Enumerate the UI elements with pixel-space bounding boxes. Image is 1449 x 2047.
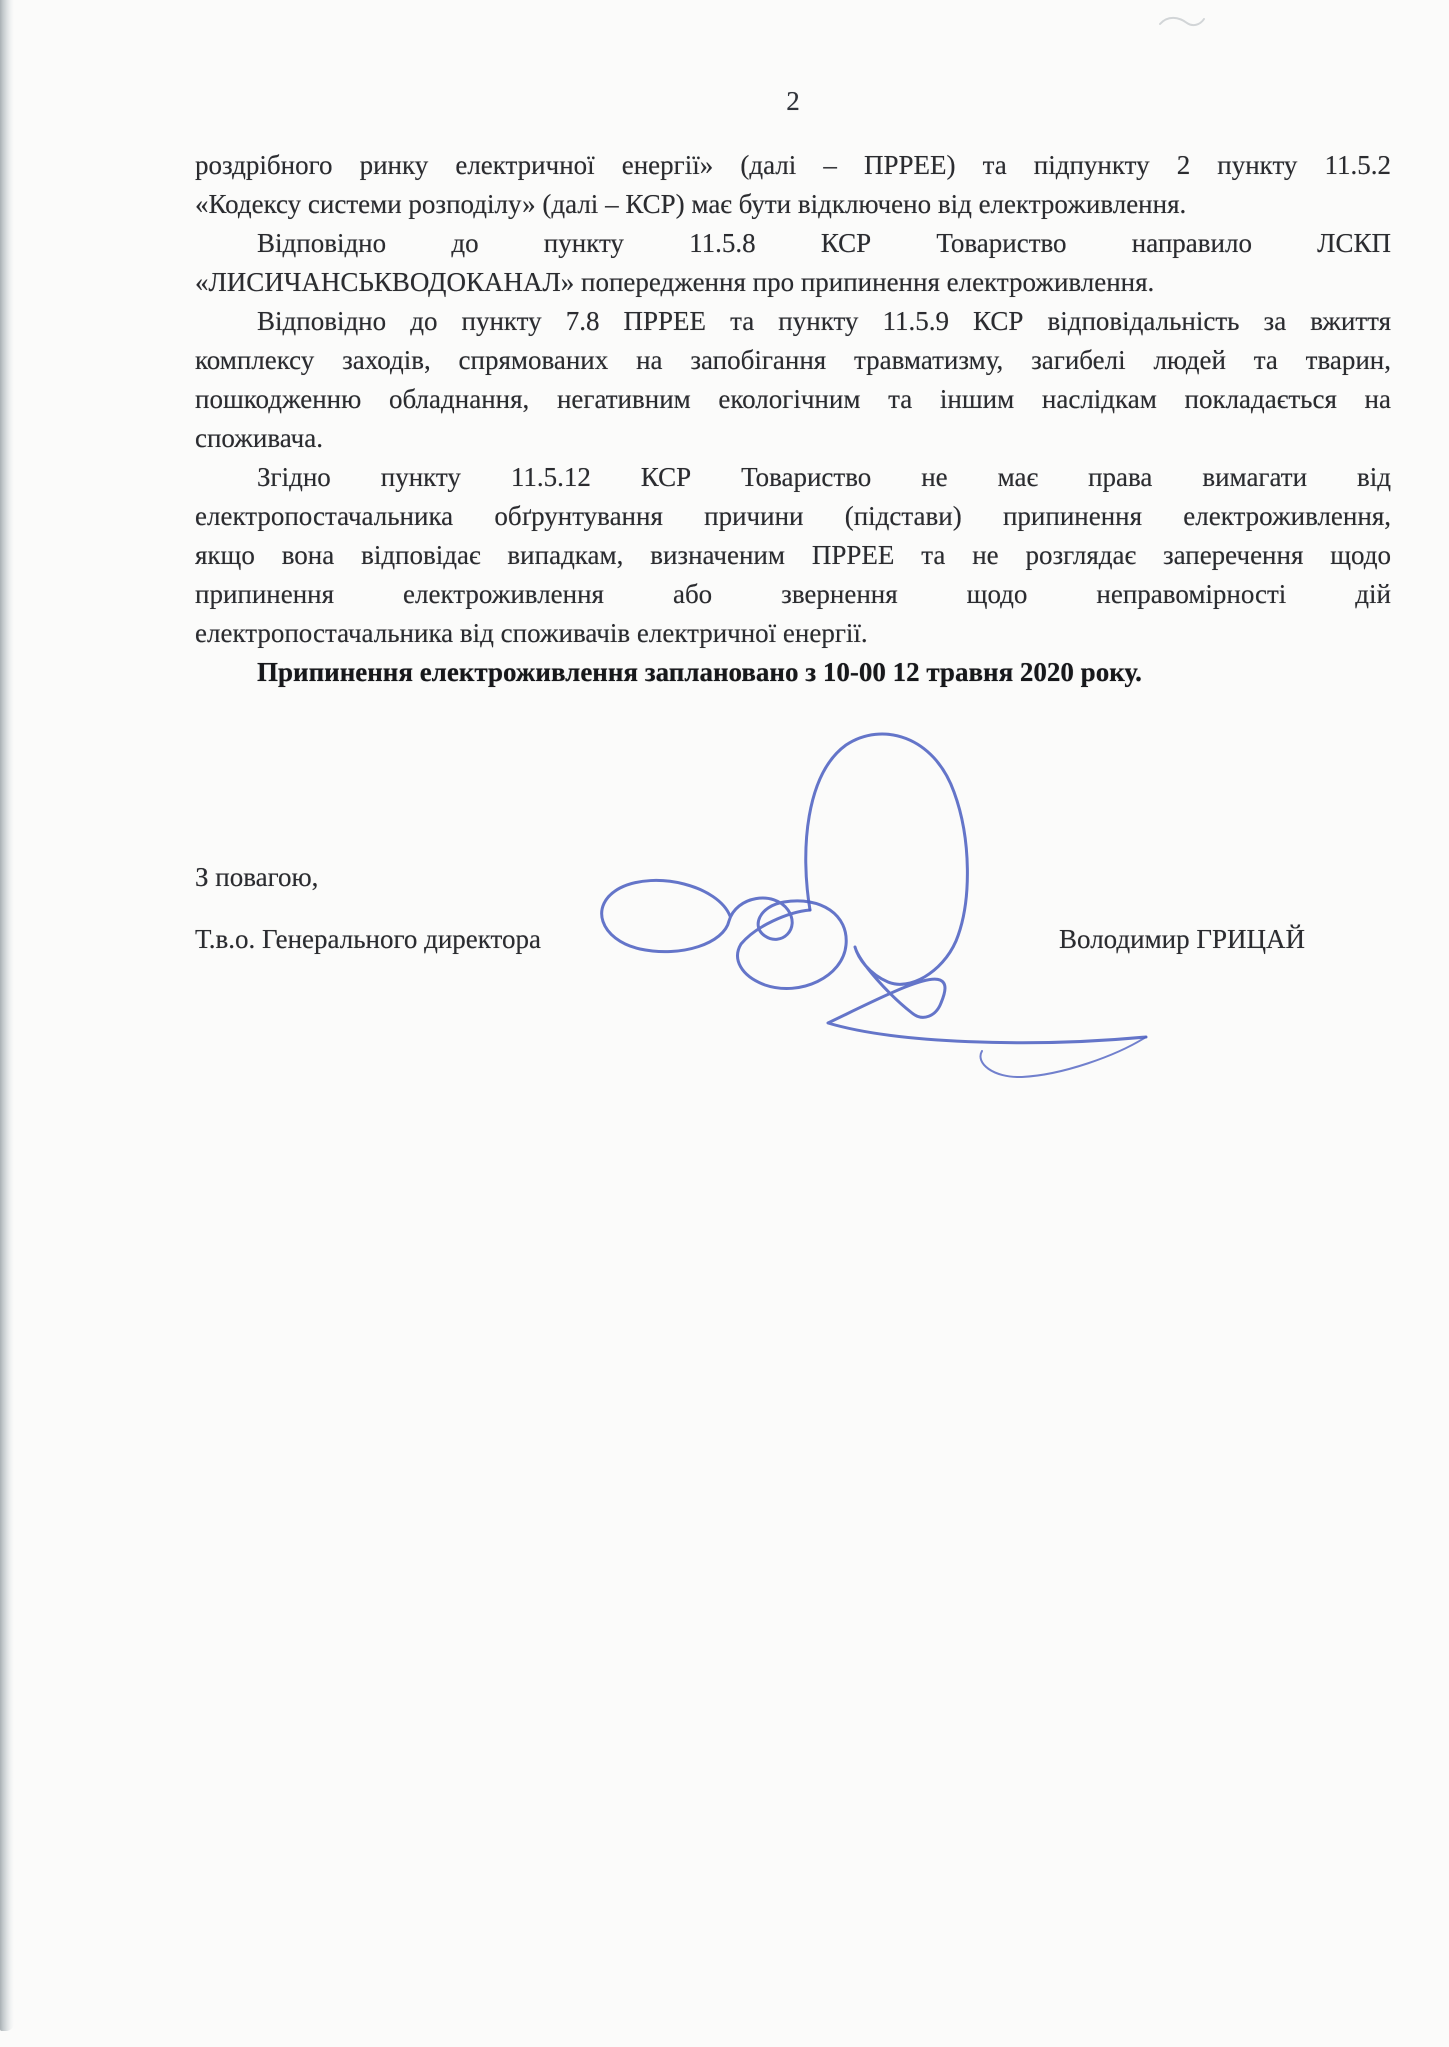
body-line: комплексу заходів, спрямованих на запобігання травматизму, загибелі людей та тварин, xyxy=(195,345,1391,375)
page-number: 2 xyxy=(786,86,800,116)
body-line: Відповідно до пункту 11.5.8 КСР Товариство направило ЛСКП xyxy=(257,228,1391,258)
signer-title: Т.в.о. Генерального директора xyxy=(195,924,541,954)
regards-line: З повагою, xyxy=(195,862,319,892)
signature-stroke xyxy=(806,734,1146,1043)
body-line: «Кодексу системи розподілу» (далі – КСР) має бути відключено від електроживлення. xyxy=(195,189,1187,219)
signer-name: Володимир ГРИЦАЙ xyxy=(1059,924,1305,954)
body-line: Відповідно до пункту 7.8 ПРРЕЕ та пункту 11.5.9 КСР відповідальність за вжиття xyxy=(257,306,1391,336)
body-line: припинення електроживлення або звернення щодо неправомірності дій xyxy=(195,579,1391,609)
body-line: «ЛИСИЧАНСЬКВОДОКАНАЛ» попередження про припинення електроживлення. xyxy=(195,267,1155,297)
scan-smudge-mark xyxy=(1156,8,1208,34)
scan-edge-shadow xyxy=(0,0,14,2031)
handwritten-signature-ink xyxy=(560,700,1220,1140)
body-line: електропостачальника від споживачів електричної енергії. xyxy=(195,618,868,648)
body-line: якщо вона відповідає випадкам, визначеним ПРРЕЕ та не розглядає заперечення щодо xyxy=(195,540,1391,570)
disconnection-deadline-line: Припинення електроживлення заплановано з 10-00 12 травня 2020 року. xyxy=(257,657,1142,687)
body-line: роздрібного ринку електричної енергії» (далі – ПРРЕЕ) та підпункту 2 пункту 11.5.2 xyxy=(195,150,1391,180)
body-line: споживача. xyxy=(195,423,323,453)
body-line: пошкодженню обладнання, негативним екологічним та іншим наслідкам покладається на xyxy=(195,384,1391,414)
body-line: Згідно пункту 11.5.12 КСР Товариство не має права вимагати від xyxy=(257,462,1391,492)
body-line: електропостачальника обґрунтування причини (підстави) припинення електроживлення, xyxy=(195,501,1391,531)
letter-body xyxy=(195,146,1391,692)
